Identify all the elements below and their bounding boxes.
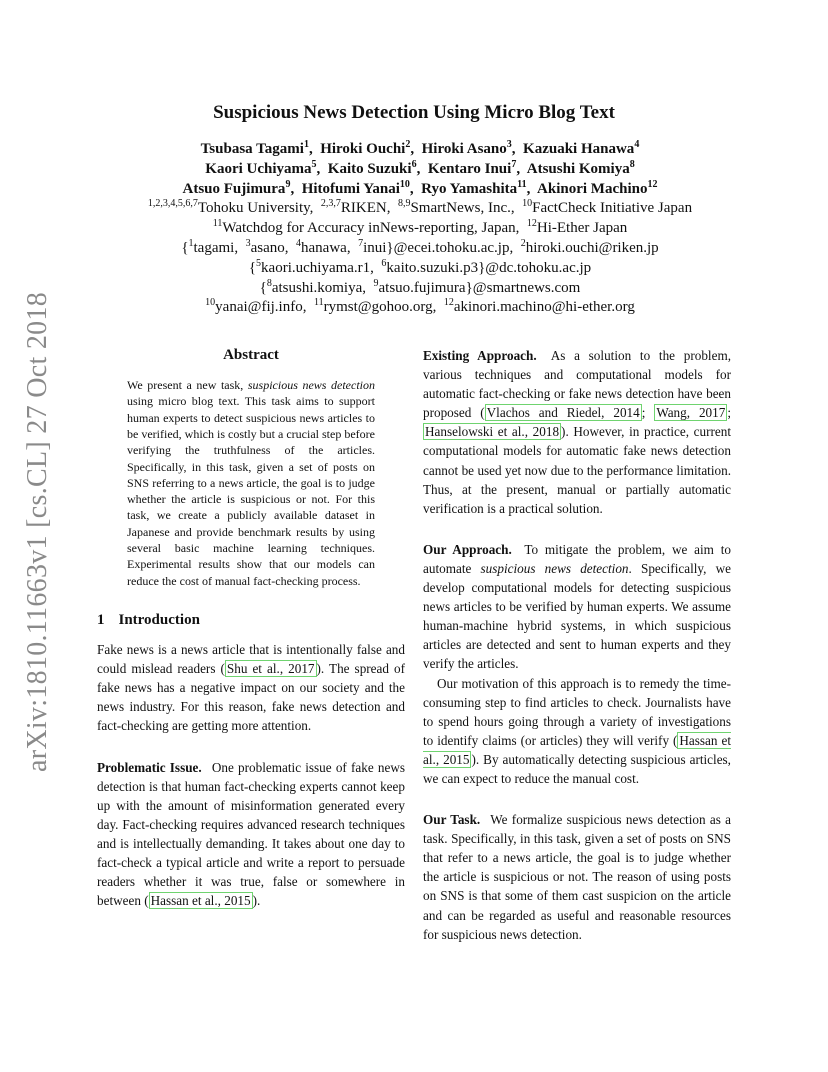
email-address: yanai@fij.info (215, 299, 303, 316)
abstract-heading: Abstract (223, 347, 279, 363)
arxiv-id: arXiv:1810.11663v1 [cs.CL] 27 Oct 2018 (22, 291, 53, 773)
affiliation-line-1: $^{1,2,3,4,5,6,7}$Tohoku University, $^{2,3,7}$RIKEN, $^{8,9}$SmartNews, Inc., $^{10}$FactCheck Initiative Japan (147, 198, 693, 217)
affiliation: Tohoku University (197, 200, 310, 217)
email-user: hanawa (301, 239, 347, 256)
motivation-paragraph: Our motivation of this approach is to remedy the time-consuming step to find articles to check. Journalists have to spend hours going through a variety of investigations to identify claims (or articles) they will verify ( Hassan et al., 2015 ). By automatically detecting suspicious articles, we can expect to reduce the manual cost. (423, 675, 731, 786)
author-name: Hitofumi Yanai (301, 180, 400, 197)
arxiv-sidebar (18, 292, 58, 772)
email-user: asano (250, 239, 285, 256)
email-domain: @ecei.tohoku.ac.jp (393, 239, 510, 256)
affiliation-line-2: $^{11}$Watchdog for Accuracy inNews-reporting, Japan, $^{12}$Hi-Ether Japan (212, 218, 628, 237)
email-address: akinori.machino@hi-ether.org (453, 299, 635, 316)
left-column (97, 346, 405, 910)
author-name: Kaito Suzuki (327, 160, 412, 177)
our-task-paragraph: Our Task. We formalize suspicious news detection as a task. Specifically, in this task, given a set of posts on SNS that refer to a news article, the goal is to judge whether the article is suspicious or not. The reason of using posts on SNS is that some of them cast suspicion on the article and can be regarded as useful and reasonable resources for suspicious news detection. (423, 812, 731, 942)
our-approach-paragraph: Our Approach. To mitigate the problem, we aim to automate suspicious news detection. Specifically, we develop computational models for detecting suspicious news articles to be verified by human experts. We assume human-machine hybrid systems, in which suspicious articles are detected and sent to human experts and they verify the articles. (423, 541, 731, 672)
author-name: Kazuaki Hanawa (523, 141, 635, 157)
intro-paragraph: Fake news is a news article that is intentionally false and could mislead readers ( Shu et al., 2017 ). The spread of fake news has a negative impact on our society and the news industry. For this reason, fake news detection and fact-checking are getting more attention. (97, 642, 405, 734)
email-user: atsushi.komiya (271, 279, 363, 296)
section-title: Introduction (118, 611, 200, 628)
email-user: kaori.uchiyama.r1 (261, 259, 371, 276)
paragraph-heading: Problematic Issue. (97, 759, 202, 775)
author-name: Kaori Uchiyama (205, 160, 312, 177)
affiliation: Watchdog for Accuracy inNews-reporting, Japan (222, 220, 516, 237)
email-line-3: {$^8$atsushi.komiya, $^9$atsuo.fujimura}@smartnews.com (259, 277, 581, 296)
paper-title: Suspicious News Detection Using Micro Blog Text (213, 102, 615, 123)
existing-approach-paragraph: Existing Approach. As a solution to the problem, various techniques and computational models for automatic fact-checking or fake news detection have been proposed ( Vlachos and Riedel, 2014 ; Wang, 2017 ; Hanselowski et al., 2018 ). However, in practice, current computational models for automatic fake news detection cannot be used yet now due to the performance limitation. Thus, at the present, manual or partially automatic verification is a practical solution. (423, 348, 732, 516)
paragraph-heading: Our Task. (423, 812, 481, 828)
citation-link[interactable]: Wang, 2017 (656, 405, 726, 421)
citation-link[interactable]: Hassan et al., 2015 (423, 732, 731, 767)
author-name: Hiroki Asano (421, 141, 507, 157)
affiliation: Hi-Ether Japan (536, 220, 628, 237)
author-name: Ryo Yamashita (421, 180, 518, 197)
author-line-2: Kaori Uchiyama$^5$, Kaito Suzuki$^6$, Kentaro Inui$^7$, Atsushi Komiya$^8$ (205, 158, 635, 177)
author-name: Akinori Machino (537, 180, 648, 197)
email-user: inui (363, 239, 387, 256)
email-user: atsuo.fujimura (378, 279, 466, 296)
affiliation: SmartNews, Inc. (410, 200, 511, 217)
paragraph-heading: Existing Approach. (423, 348, 537, 363)
author-name: Atsuo Fujimura (182, 180, 286, 197)
problematic-issue-paragraph: Problematic Issue. One problematic issue of fake news detection is that human fact-checking experts cannot keep up with the amount of misinformation generated every day. Fact-checking requires advanced research techniques and is intellectually demanding. It takes about one day to fact-check a typical article and write a report to persuade readers whether it was true, false or somewhere in between ( Hassan et al., 2015 ). (97, 759, 406, 909)
section-heading-introduction (97, 611, 405, 630)
author-name: Hiroki Ouchi (320, 141, 406, 157)
citation-link[interactable]: Hanselowski et al., 2018 (425, 424, 560, 440)
email-domain: @smartnews.com (472, 279, 581, 296)
paragraph-heading: Our Approach. (423, 541, 512, 557)
affiliation: RIKEN (340, 200, 387, 217)
right-column (423, 346, 731, 944)
section-number: 1 (97, 611, 105, 628)
email-domain: @dc.tohoku.ac.jp (485, 259, 592, 276)
citation-link[interactable]: Vlachos and Riedel, 2014 (486, 405, 640, 421)
author-line-1: Tsubasa Tagami$^1$, Hiroki Ouchi$^2$, Hiroki Asano$^3$, Kazuaki Hanawa$^4$ (200, 139, 640, 157)
author-name: Tsubasa Tagami (200, 141, 304, 157)
email-line-1: {$^1$tagami, $^3$asano, $^4$hanawa, $^7$inui}@ecei.tohoku.ac.jp, $^2$hiroki.ouchi@riken.jp (181, 237, 659, 256)
author-block (70, 140, 770, 318)
author-name: Atsushi Komiya (526, 160, 630, 177)
email-line-4: $^{10}$yanai@fij.info, $^{11}$rymst@gohoo.org, $^{12}$akinori.machino@hi-ether.org (205, 297, 635, 316)
email-address: rymst@gohoo.org (323, 299, 433, 316)
email-address: hiroki.ouchi@riken.jp (525, 239, 659, 256)
citation-link[interactable]: Hassan et al., 2015 (150, 893, 251, 909)
author-name: Kentaro Inui (427, 160, 512, 177)
email-user: kaito.suzuki.p3 (386, 259, 479, 276)
abstract-text: We present a new task, suspicious news detection using micro blog text. This task aims to support human experts to detect suspicious news articles to be verified, which is costly but a crucial step before verifying the truthfulness of the articles. Specifically, in this task, given a set of posts on SNS referring to a news article, the goal is to judge whether the article is suspicious or not. For this task, we create a publicly available dataset in Japanese and provide benchmark results by using several basic machine learning techniques. Experimental results show that our models can reduce the cost of manual fact-checking process. (127, 378, 376, 588)
email-line-2: {$^5$kaori.uchiyama.r1, $^6$kaito.suzuki.p3}@dc.tohoku.ac.jp (248, 257, 592, 276)
citation-link[interactable]: Shu et al., 2017 (226, 661, 315, 677)
email-user: tagami (193, 239, 235, 256)
affiliation: FactCheck Initiative Japan (532, 200, 693, 217)
author-line-3: Atsuo Fujimura$^9$, Hitofumi Yanai$^{10}$, Ryo Yamashita$^{11}$, Akinori Machino$^{12}$ (182, 178, 658, 197)
